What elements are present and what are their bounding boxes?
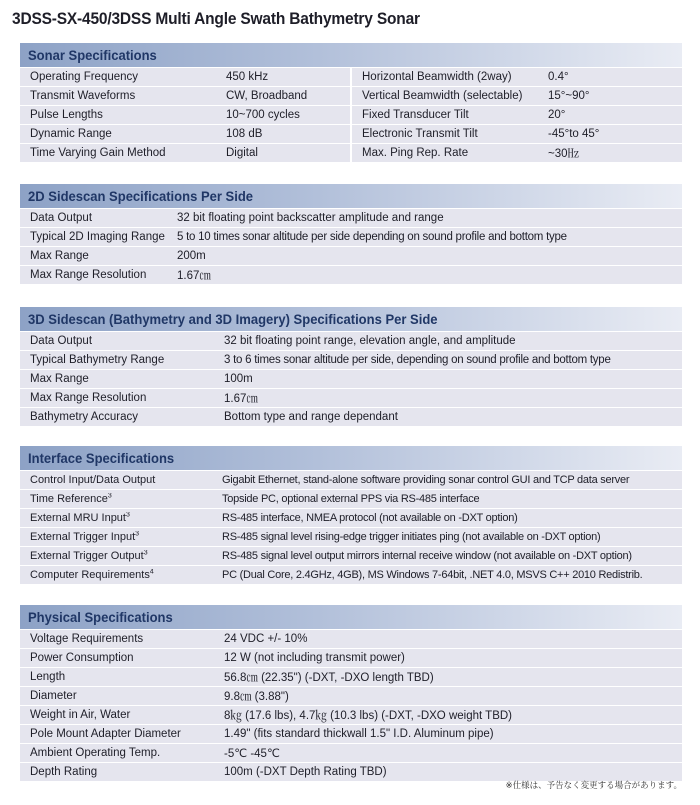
spec-value: RS-485 interface, NMEA protocol (not available on -DXT option) <box>222 512 518 524</box>
spec-row <box>20 246 682 265</box>
section-heading: Physical Specifications <box>20 605 682 629</box>
spec-label: Typical Bathymetry Range <box>30 354 165 366</box>
spec-value: 1.67㎝ <box>177 270 211 282</box>
spec-value: 32 bit floating point range, elevation angle, and amplitude <box>224 335 516 347</box>
spec-label: Transmit Waveforms <box>30 90 136 102</box>
spec-row <box>20 705 682 724</box>
sidescan-2d-section <box>20 184 682 284</box>
spec-value: Bottom type and range dependant <box>224 411 398 423</box>
spec-row <box>352 67 682 86</box>
spec-row <box>20 407 682 426</box>
spec-label: Computer Requirements$^4$ <box>30 569 154 581</box>
spec-row <box>20 565 682 584</box>
spec-label: Ambient Operating Temp. <box>30 747 161 759</box>
spec-value: 10~700 cycles <box>226 109 300 121</box>
spec-value: PC (Dual Core, 2.4GHz, 4GB), MS Windows 7-64bit, .NET 4.0, MSVS C++ 2010 Redistrib. <box>222 569 643 581</box>
spec-value: 8㎏ (17.6 lbs), 4.7㎏ (10.3 lbs) (-DXT, -DXO weight TBD) <box>224 710 513 722</box>
spec-row <box>20 648 682 667</box>
spec-value: ~30㎐ <box>548 148 580 160</box>
spec-value: 9.8㎝ (3.88") <box>224 691 289 703</box>
page-title: 3DSS-SX-450/3DSS Multi Angle Swath Bathymetry Sonar <box>12 10 420 28</box>
spec-label: Diameter <box>30 690 77 702</box>
spec-label: Typical 2D Imaging Range <box>30 231 165 243</box>
spec-value: Digital <box>226 147 258 159</box>
spec-row <box>20 105 350 124</box>
spec-label: Bathymetry Accuracy <box>30 411 139 423</box>
spec-value: 100m (-DXT Depth Rating TBD) <box>224 766 387 778</box>
spec-row <box>20 331 682 350</box>
spec-label: Vertical Beamwidth (selectable) <box>362 90 523 102</box>
spec-value: 3 to 6 times sonar altitude per side, depending on sound profile and bottom type <box>224 354 611 366</box>
spec-value: 1.49" (fits standard thickwall 1.5" I.D. Aluminum pipe) <box>224 728 494 740</box>
spec-row <box>20 388 682 407</box>
spec-label: Data Output <box>30 212 93 224</box>
spec-label: Power Consumption <box>30 652 134 664</box>
spec-row <box>20 686 682 705</box>
spec-row <box>352 86 682 105</box>
spec-value: -45°to 45° <box>548 128 600 140</box>
spec-value: Gigabit Ethernet, stand-alone software providing sonar control GUI and TCP data server <box>222 474 630 486</box>
spec-value: 108 dB <box>226 128 263 140</box>
spec-label: Electronic Transmit Tilt <box>362 128 478 140</box>
spec-row <box>352 124 682 143</box>
interface-specifications-section <box>20 446 682 584</box>
spec-value: 12 W (not including transmit power) <box>224 652 405 664</box>
spec-label: Max Range Resolution <box>30 269 147 281</box>
spec-label: Max Range <box>30 250 89 262</box>
spec-label: Dynamic Range <box>30 128 112 140</box>
spec-value: 56.8㎝ (22.35") (-DXT, -DXO length TBD) <box>224 672 434 684</box>
section-heading: 2D Sidescan Specifications Per Side <box>20 184 682 208</box>
spec-label: Data Output <box>30 335 93 347</box>
spec-label: Voltage Requirements <box>30 633 144 645</box>
spec-row <box>20 508 682 527</box>
spec-value: 200m <box>177 250 206 262</box>
spec-row <box>20 667 682 686</box>
spec-label: Weight in Air, Water <box>30 709 131 721</box>
spec-value: Topside PC, optional external PPS via RS-485 interface <box>222 493 480 505</box>
spec-label: Max. Ping Rep. Rate <box>362 147 469 159</box>
spec-row <box>20 527 682 546</box>
spec-label: Pulse Lengths <box>30 109 103 121</box>
spec-row <box>20 350 682 369</box>
spec-row <box>20 743 682 762</box>
spec-row <box>20 629 682 648</box>
section-heading: Interface Specifications <box>20 446 682 470</box>
spec-label: Fixed Transducer Tilt <box>362 109 469 121</box>
spec-row <box>20 369 682 388</box>
sonar-spec-left-column <box>20 67 350 162</box>
spec-label: Horizontal Beamwidth (2way) <box>362 71 512 83</box>
spec-row <box>352 143 682 162</box>
spec-label: External Trigger Output$^3$ <box>30 550 148 562</box>
spec-row <box>352 105 682 124</box>
spec-value: 1.67㎝ <box>224 393 258 405</box>
spec-row <box>20 143 350 162</box>
spec-row <box>20 546 682 565</box>
spec-value: 5 to 10 times sonar altitude per side depending on sound profile and bottom type <box>177 231 567 243</box>
sonar-specifications-section <box>20 43 682 162</box>
spec-label: Max Range Resolution <box>30 392 147 404</box>
spec-value: 20° <box>548 109 566 121</box>
spec-label: External Trigger Input$^3$ <box>30 531 140 543</box>
spec-label: Time Varying Gain Method <box>30 147 166 159</box>
spec-row <box>20 724 682 743</box>
spec-row <box>20 227 682 246</box>
spec-value: RS-485 signal level output mirrors internal receive window (not available on -DXT option) <box>222 550 632 562</box>
spec-value: 32 bit floating point backscatter amplitude and range <box>177 212 444 224</box>
sonar-spec-table <box>20 67 682 162</box>
spec-label: Max Range <box>30 373 89 385</box>
spec-row <box>20 67 350 86</box>
spec-label: Pole Mount Adapter Diameter <box>30 728 181 740</box>
spec-value: 0.4° <box>548 71 569 83</box>
spec-value: 450 kHz <box>226 71 269 83</box>
spec-label: Length <box>30 671 66 683</box>
spec-label: Operating Frequency <box>30 71 139 83</box>
sidescan-3d-section <box>20 307 682 426</box>
physical-specifications-section <box>20 605 682 781</box>
spec-row <box>20 470 682 489</box>
spec-row <box>20 489 682 508</box>
spec-row <box>20 265 682 284</box>
spec-value: 24 VDC +/- 10% <box>224 633 308 645</box>
spec-value: -5℃ -45℃ <box>224 748 280 760</box>
spec-label: Depth Rating <box>30 766 98 778</box>
footnote: ※仕様は、予告なく変更する場合があります。 <box>505 780 682 790</box>
section-heading: Sonar Specifications <box>20 43 682 67</box>
spec-value: RS-485 signal level rising-edge trigger initiates ping (not available on -DXT option) <box>222 531 601 543</box>
spec-row <box>20 208 682 227</box>
spec-value: 15°~90° <box>548 90 590 102</box>
section-heading: 3D Sidescan (Bathymetry and 3D Imagery) Specifications Per Side <box>20 307 682 331</box>
spec-label: Control Input/Data Output <box>30 474 156 486</box>
spec-label: External MRU Input$^3$ <box>30 512 130 524</box>
spec-row <box>20 124 350 143</box>
spec-value: CW, Broadband <box>226 90 308 102</box>
sonar-spec-right-column <box>350 67 682 162</box>
spec-label: Time Reference$^3$ <box>30 493 112 505</box>
spec-row <box>20 86 350 105</box>
spec-value: 100m <box>224 373 253 385</box>
